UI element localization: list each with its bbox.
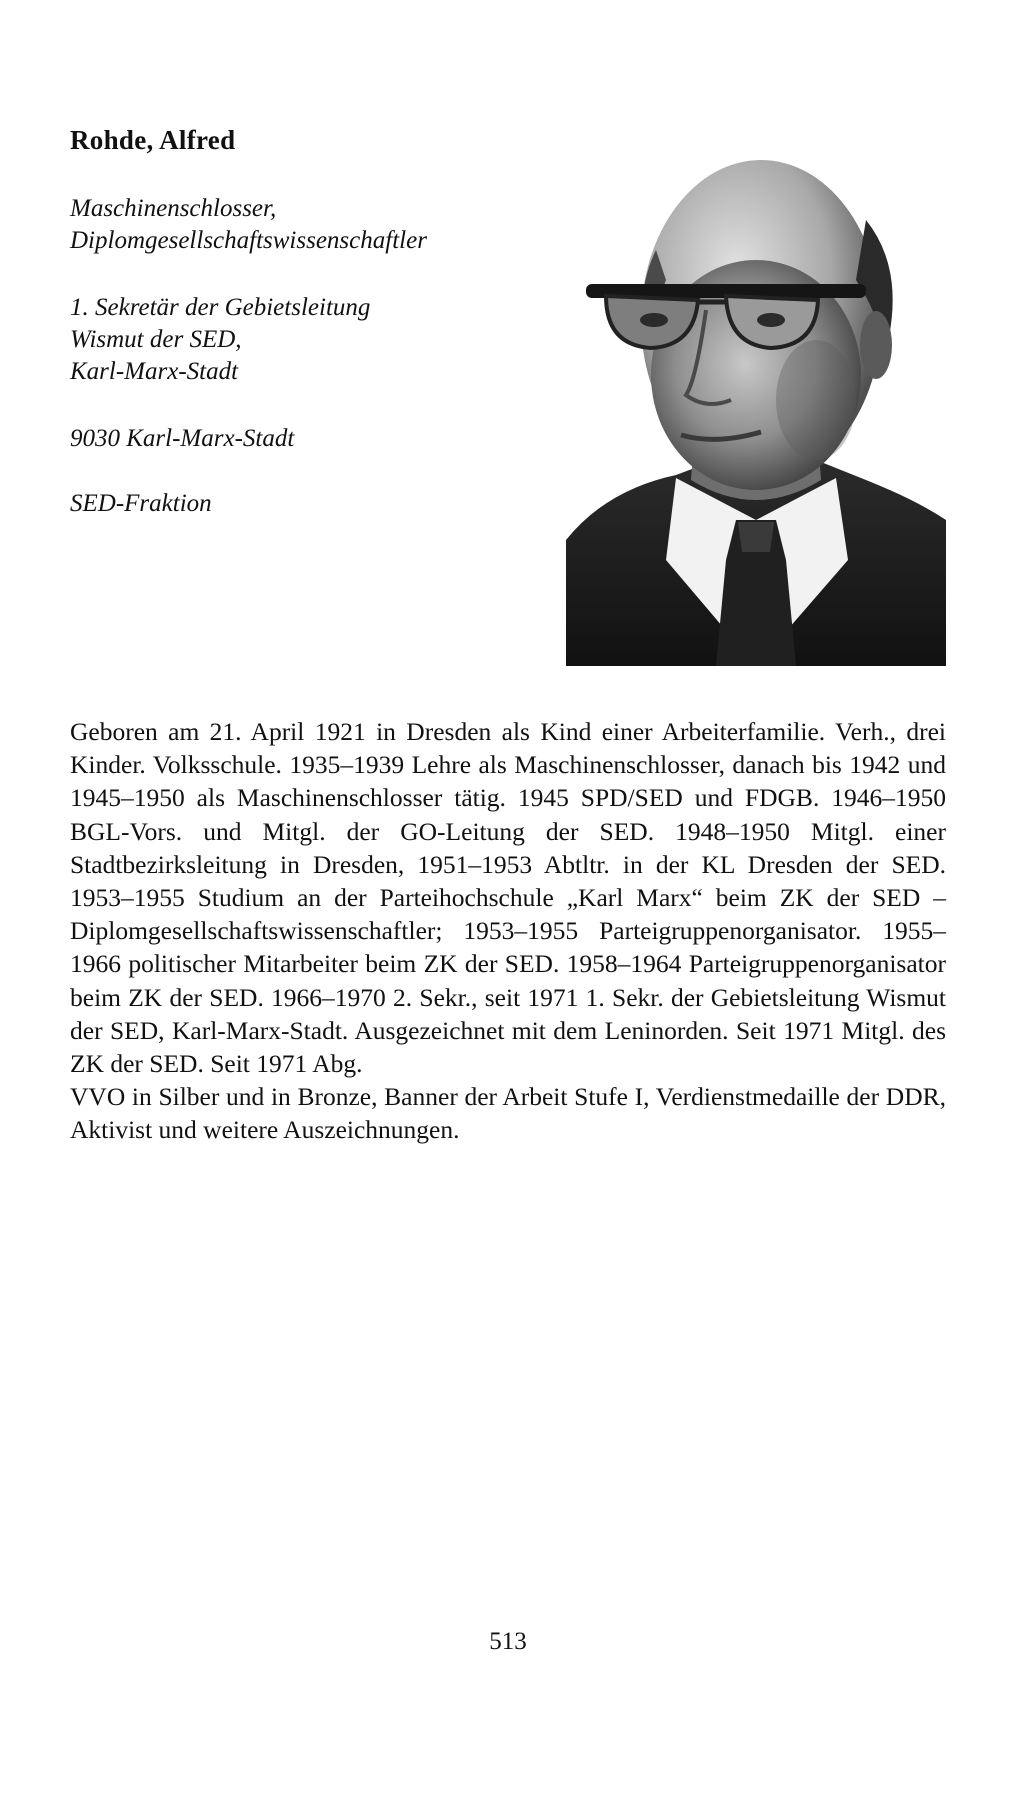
entry-profession: Maschinenschlosser, Diplomgesellschaftswissenschaftler: [70, 195, 427, 254]
entry-position: [70, 292, 430, 388]
biography-paragraph: VVO in Silber und in Bronze, Banner der Arbeit Stufe I, Verdienstmedaille der DDR, Aktivist und weitere Auszeichnungen.: [70, 1082, 946, 1145]
portrait-photo-icon: [566, 160, 946, 666]
portrait-photo: [566, 160, 946, 666]
position-line: Karl-Marx-Stadt: [70, 358, 239, 385]
position-line: Wismut der SED,: [70, 326, 242, 353]
page-number: 513: [489, 1628, 527, 1655]
biography-paragraph: Geboren am 21. April 1921 in Dresden als Kind einer Arbeiterfamilie. Verh., drei Kinder. Volksschule. 1935–1939 Lehre als Maschinenschlosser, danach bis 1942 und 1945–1950 als Maschinenschlosser tätig. 1945 SPD/SED und FDGB. 1946–1950 BGL-Vors. und Mitgl. der GO-Leitung der SED. 1948–1950 Mitgl. einer Stadtbezirksleitung in Dresden, 1951–1953 Abtltr. in der KL Dresden der SED. 1953–1955 Studium an der Parteihochschule „Karl Marx“ beim ZK der SED – Diplomgesellschaftswissenschaftler; 1953–1955 Parteigruppenorganisator. 1955–1966 politischer Mitarbeiter beim ZK der SED. 1958–1964 Parteigruppenorganisator beim ZK der SED. 1966–1970 2. Sekr., seit 1971 1. Sekr. der Gebietsleitung Wismut der SED, Karl-Marx-Stadt. Ausgezeichnet mit dem Leninorden. Seit 1971 Mitgl. des ZK der SED. Seit 1971 Abg.: [70, 717, 946, 1079]
biography: [70, 715, 946, 1147]
entry-fraction: SED-Fraktion: [70, 490, 212, 517]
position-line: 1. Sekretär der Gebietsleitung: [70, 294, 371, 321]
entry-name: Rohde, Alfred: [70, 125, 236, 155]
entry-address: 9030 Karl-Marx-Stadt: [70, 425, 295, 452]
